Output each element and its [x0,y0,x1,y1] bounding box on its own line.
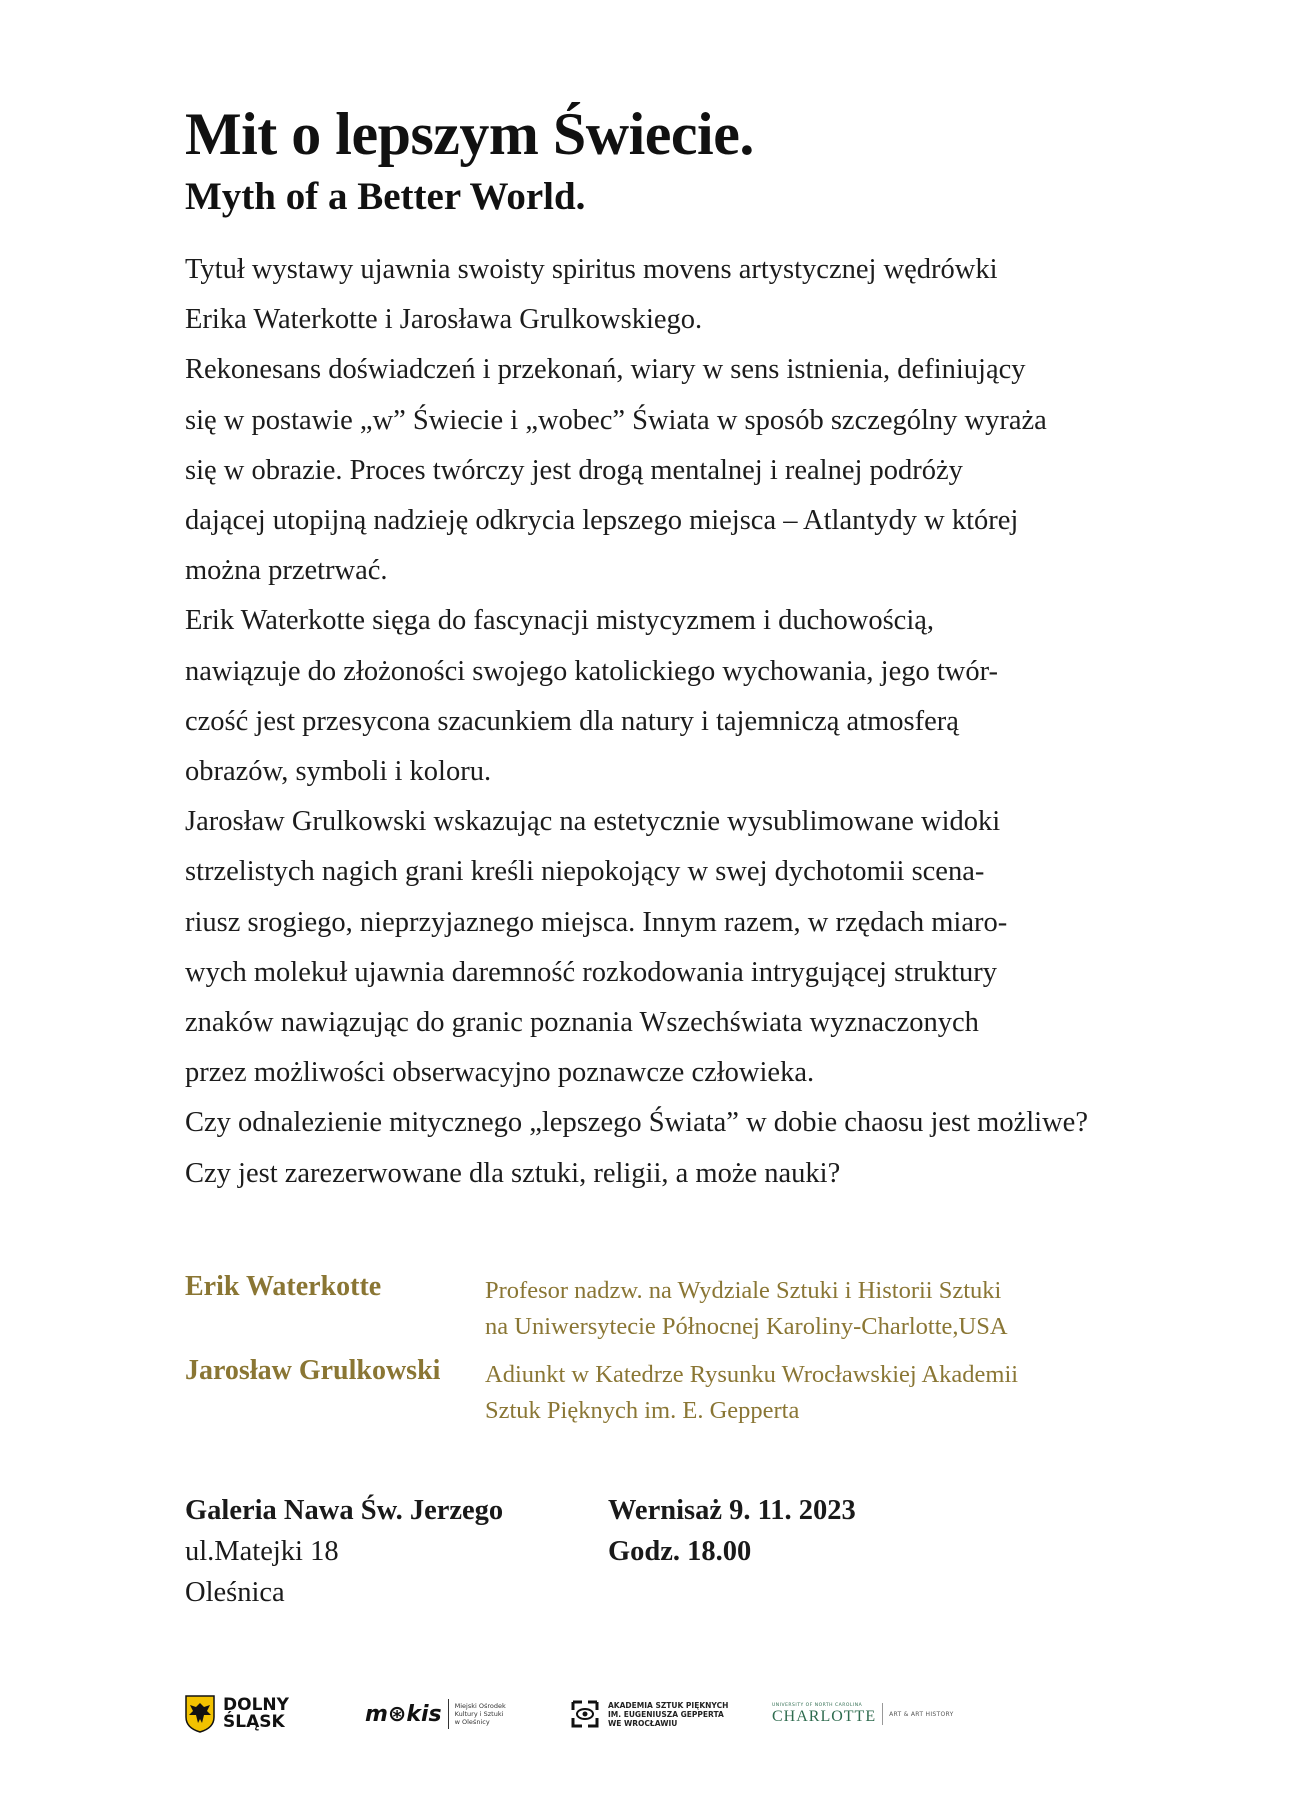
body-line: nawiązuje do złożoności swojego katolickiego wychowania, jego twór- [185,655,999,687]
mokis-logo [365,1690,506,1738]
artist-description-line: na Uniwersytecie Północnej Karoliny-Charlotte,USA [485,1313,1008,1340]
logo-text: Kultury i Sztuki [454,1710,504,1718]
unc-charlotte-logo [772,1690,954,1738]
body-line: czość jest przesycona szacunkiem dla natury i tajemniczą atmosferą [185,705,959,737]
body-line: Czy jest zarezerwowane dla sztuki, religii, a może nauki? [185,1157,841,1189]
artist-description-line: Sztuk Pięknych im. E. Gepperta [485,1397,800,1424]
body-line: Jarosław Grulkowski wskazując na estetycznie wysublimowane widoki [185,806,1001,838]
body-line: przez możliwości obserwacyjno poznawcze człowieka. [185,1057,815,1089]
logo-text: ART & ART HISTORY [889,1710,954,1718]
body-line: można przetrwać. [185,555,388,587]
sponsor-logos [185,1690,1185,1740]
page-subtitle: Myth of a Better World. [185,175,586,218]
body-line: Rekonesans doświadczeń i przekonań, wiary w sens istnienia, definiujący [185,354,1026,386]
logo-text: WE WROCŁAWIU [608,1718,678,1728]
body-line: strzelistych nagich grani kreśli niepokojący w swej dychotomii scena- [185,856,985,888]
eagle-shield-icon [185,1695,215,1733]
asp-eye-icon [570,1698,600,1730]
venue-street: ul.Matejki 18 [185,1536,339,1567]
venue-name: Galeria Nawa Św. Jerzego [185,1495,504,1526]
page-title: Mit o lepszym Świecie. [185,101,754,167]
divider [882,1703,883,1725]
logo-text: AKADEMIA SZTUK PIĘKNYCH [608,1700,729,1710]
artist-description-line: Adiunkt w Katedrze Rysunku Wrocławskiej Akademii [485,1361,1019,1388]
artist-description-line: Profesor nadzw. na Wydziale Sztuki i Historii Sztuki [485,1277,1002,1304]
artist-name: Erik Waterkotte [185,1271,382,1302]
logo-text: UNIVERSITY OF NORTH CAROLINA [772,1702,863,1708]
venue-city: Oleśnica [185,1577,285,1608]
body-line: riusz srogiego, nieprzyjaznego miejsca. Innym razem, w rzędach miaro- [185,906,1008,938]
logo-text: DOLNY [223,1695,289,1715]
body-line: się w postawie „w” Świecie i „wobec” Świata w sposób szczególny wyraża [185,404,1047,436]
body-line: znaków nawiązując do granic poznania Wszechświata wyznaczonych [185,1007,979,1039]
event-time: Godz. 18.00 [608,1536,752,1567]
body-line: Czy odnalezienie mitycznego „lepszego Świata” w dobie chaosu jest możliwe? [185,1107,1088,1139]
venue-block [185,1490,503,1613]
body-line: się w obrazie. Proces twórczy jest drogą mentalnej i realnej podróży [185,454,963,486]
body-line: Erika Waterkotte i Jarosława Grulkowskiego. [185,304,703,336]
body-line: wych molekuł ujawnia daremność rozkodowania intrygującej struktury [185,956,998,988]
body-line: Erik Waterkotte sięga do fascynacji mistycyzmem i duchowością, [185,605,935,637]
body-line: obrazów, symboli i koloru. [185,756,492,788]
dolny-slask-logo [185,1690,289,1738]
event-block [608,1490,856,1572]
asp-wroclaw-logo [570,1690,728,1738]
artist-name: Jarosław Grulkowski [185,1355,441,1386]
artist-description [485,1273,1008,1345]
divider [448,1699,449,1729]
logo-text: m⊛kis [365,1701,442,1727]
artist-description [485,1357,1018,1429]
body-text [185,245,1145,1199]
logo-text: CHARLOTTE [772,1707,877,1725]
logo-text: IM. EUGENIUSZA GEPPERTA [608,1709,724,1719]
logo-text: ŚLĄSK [223,1712,285,1732]
logo-text: w Oleśnicy [454,1718,490,1726]
event-opening: Wernisaż 9. 11. 2023 [608,1495,856,1526]
body-line: dającej utopijną nadzieję odkrycia lepszego miejsca – Atlantydy w której [185,505,1019,537]
body-line: Tytuł wystawy ujawnia swoisty spiritus movens artystycznej wędrówki [185,254,998,285]
logo-text: Miejski Ośrodek [454,1702,506,1710]
